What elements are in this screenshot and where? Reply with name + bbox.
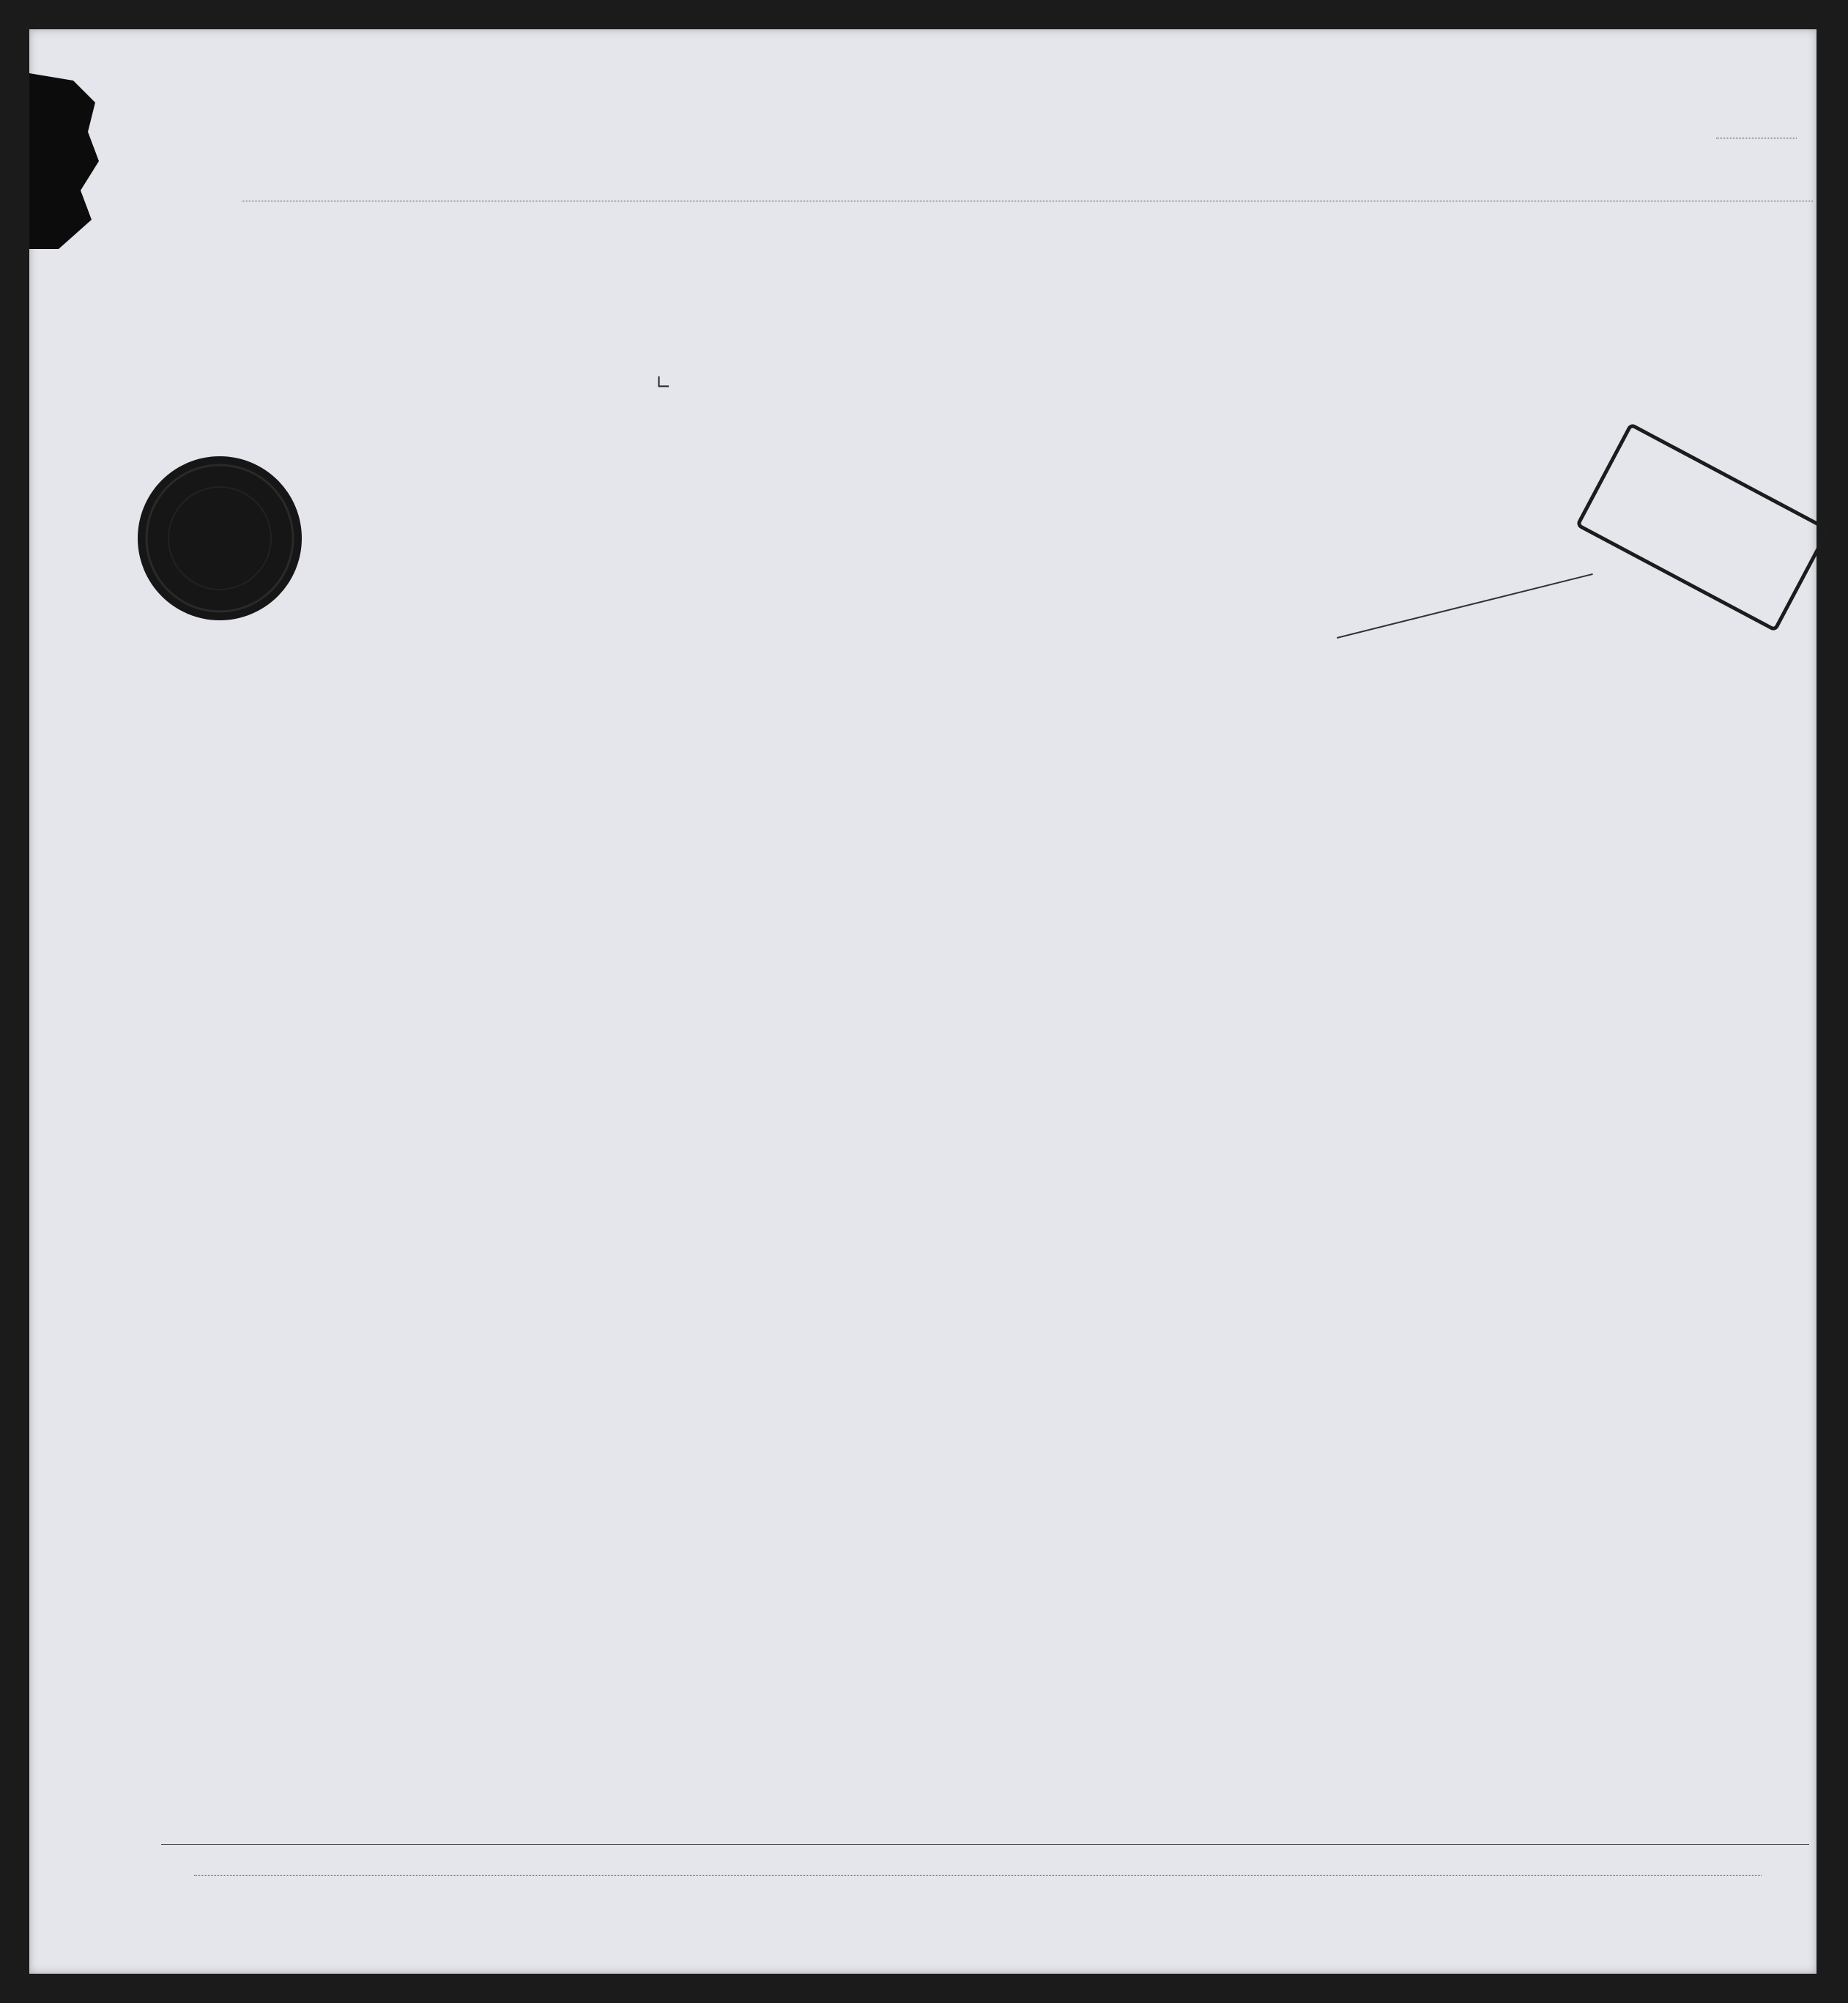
entry-service-tick: ∟: [656, 372, 672, 394]
manifest-sheet: [29, 29, 1817, 1974]
stamp-date: [1616, 457, 1810, 560]
signature-underline: [1337, 573, 1593, 639]
torn-corner: [29, 73, 103, 249]
stamp-office: [1629, 432, 1823, 535]
marine-office-stamp: [1576, 423, 1831, 633]
stamp-place: [1598, 491, 1792, 594]
embossed-seal: [103, 421, 337, 655]
footer-sign-rule: [194, 1875, 1762, 1876]
footer-top-rule: [161, 1844, 1809, 1845]
